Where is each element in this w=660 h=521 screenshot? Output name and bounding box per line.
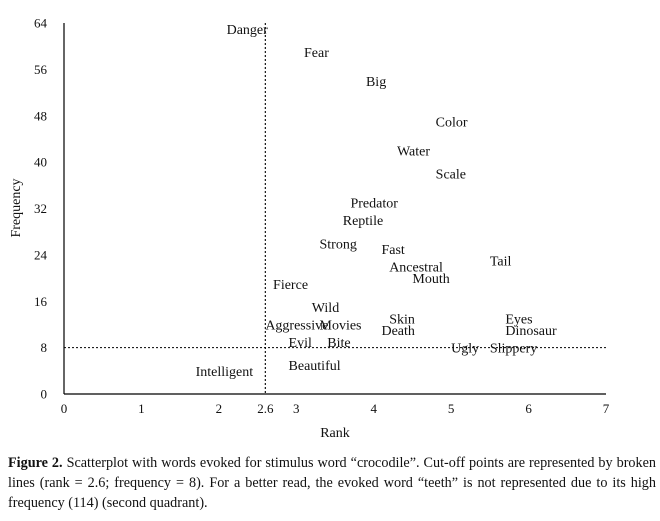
data-point-label: Fast — [381, 243, 405, 259]
data-point-label: Ancestral — [389, 260, 443, 276]
y-axis-title: Frequency — [9, 178, 24, 238]
x-tick-label: 6 — [525, 401, 532, 416]
data-points — [196, 23, 557, 380]
y-tick-label: 0 — [40, 386, 47, 402]
data-point-label: Ugly — [451, 341, 480, 357]
x-tick-label: 1 — [138, 401, 145, 416]
x-tick-label: 7 — [602, 401, 610, 416]
x-tick-label: 4 — [370, 401, 377, 416]
figure-caption — [8, 453, 656, 513]
data-point-label: Death — [381, 324, 415, 340]
data-point-label: Color — [435, 115, 468, 131]
caption-text: Scatterplot with words evoked for stimulus word “crocodile”. Cut-off points are represented by broken lines (rank = 2.6; frequency = 8). For a better read, the evoked word “teeth” is not represented due to its high frequency (114) (second quadrant). — [8, 455, 657, 511]
data-point-label: Scale — [435, 167, 466, 183]
y-tick-label: 16 — [34, 293, 47, 309]
data-point-label: Fear — [304, 45, 329, 61]
data-point-label: Reptile — [342, 214, 384, 230]
y-tick-label: 8 — [40, 340, 47, 356]
data-point-label: Strong — [319, 237, 357, 253]
data-point-label: Intelligent — [195, 364, 254, 380]
data-point-label: Skin — [389, 312, 415, 328]
y-tick-label: 48 — [34, 108, 47, 124]
data-point-label: Wild — [311, 301, 340, 317]
y-tick-label: 56 — [34, 61, 47, 77]
data-point-label: Big — [365, 74, 387, 90]
x-tick-label: 3 — [293, 401, 300, 416]
data-point-label: Dinosaur — [505, 324, 557, 340]
data-point-label: Bite — [327, 335, 351, 351]
data-point-label: Movies — [319, 318, 362, 334]
y-tick-label: 64 — [34, 15, 47, 31]
x-tick-label: 5 — [447, 401, 455, 416]
x-tick-label: 0 — [60, 401, 68, 416]
data-point-label: Danger — [226, 22, 268, 38]
data-point-label: Fierce — [273, 277, 309, 293]
data-point-label: Evil — [288, 335, 312, 351]
data-point-label: Aggressive — [265, 318, 329, 334]
data-point-label: Mouth — [412, 272, 450, 288]
data-point-label: Slippery — [489, 341, 538, 357]
figure-label: Figure 2. — [8, 455, 63, 471]
y-tick-label: 40 — [34, 154, 47, 170]
data-point-label: Water — [396, 144, 431, 160]
data-point-label: Eyes — [505, 312, 533, 328]
data-point-label: Beautiful — [288, 359, 341, 375]
x-tick-label: 2.6 — [257, 401, 274, 416]
y-tick-label: 32 — [34, 201, 47, 216]
y-tick-label: 24 — [34, 247, 47, 263]
data-point-label: Predator — [350, 196, 398, 212]
x-tick-label: 2 — [215, 401, 223, 416]
data-point-label: Tail — [489, 254, 512, 270]
x-axis-title: Rank — [320, 426, 350, 441]
